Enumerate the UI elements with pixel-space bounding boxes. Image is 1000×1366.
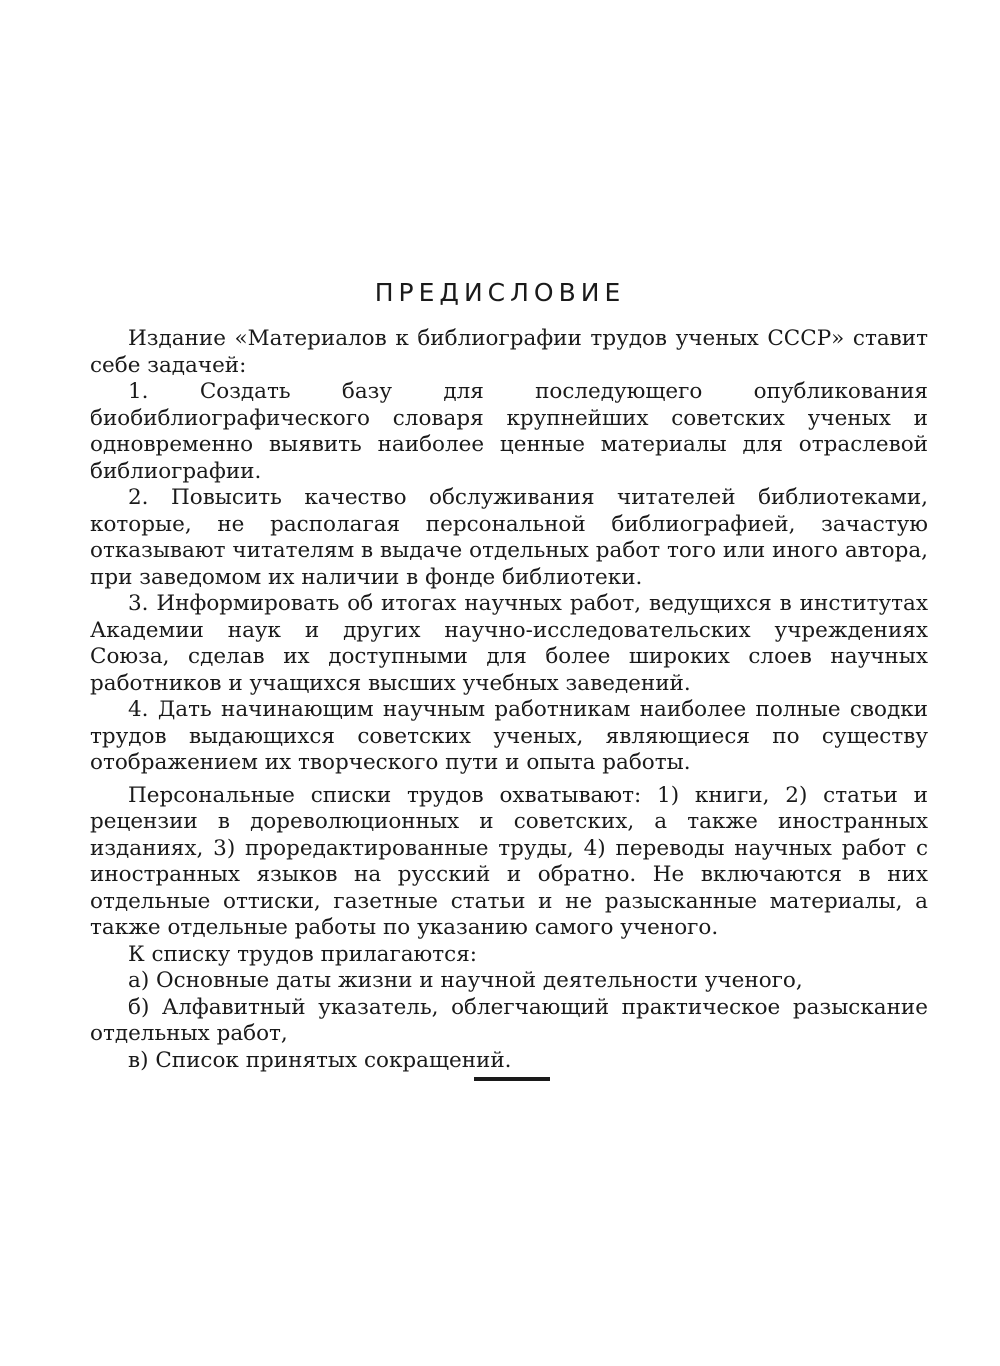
paragraph-appendix-intro: К списку трудов прилагаются: <box>128 941 478 967</box>
paragraph-appendix-a: а) Основные даты жизни и научной деятельности ученого, <box>128 968 803 993</box>
section-divider <box>474 1077 550 1081</box>
paragraph-appendix-b: б) Алфавитный указатель, облегчающий практическое разыскание отдельных работ, <box>90 994 928 1046</box>
paragraph-scope: Персональные списки трудов охватывают: 1) книги, 2) статьи и рецензии в дореволюционных и советских, а также иностранных изданиях, 3) проредактированные труды, 4) переводы научных работ с иностранных языков на русский и обратно. Не включаются в них отдельные оттиски, газетные статьи и не разысканные материалы, а также отдельные работы по указанию самого ученого. <box>90 782 928 940</box>
paragraph-item-3: 3. Информировать об итогах научных работ, ведущихся в институтах Академии наук и других научно-исследовательских учреждениях Союза, сделав их доступными для более широких слоев научных работников и учащихся высших учебных заведений. <box>90 591 928 696</box>
paragraph-item-2: 2. Повысить качество обслуживания читателей библиотеками, которые, не располагая персональной библиографией, зачастую отказывают читателям в выдаче отдельных работ того или иного автора, при заведомом их наличии в фонде библиотеки. <box>90 485 928 590</box>
paragraph-item-4: 4. Дать начинающим научным работникам наиболее полные сводки трудов выдающихся советских ученых, являющиеся по существу отображением их творческого пути и опыта работы. <box>90 697 928 775</box>
preface-body <box>90 326 928 1074</box>
paragraph-appendix-c: в) Список принятых сокращений. <box>128 1047 512 1073</box>
page-title: ПРЕДИСЛОВИЕ <box>374 278 626 307</box>
paragraph-item-1: 1. Создать базу для последующего опубликования биобиблиографического словаря крупнейших советских ученых и одновременно выявить наиболее ценные материалы для отраслевой библиографии. <box>90 379 928 484</box>
paragraph-intro: Издание «Материалов к библиографии трудов ученых СССР» ставит себе задачей: <box>90 326 928 378</box>
